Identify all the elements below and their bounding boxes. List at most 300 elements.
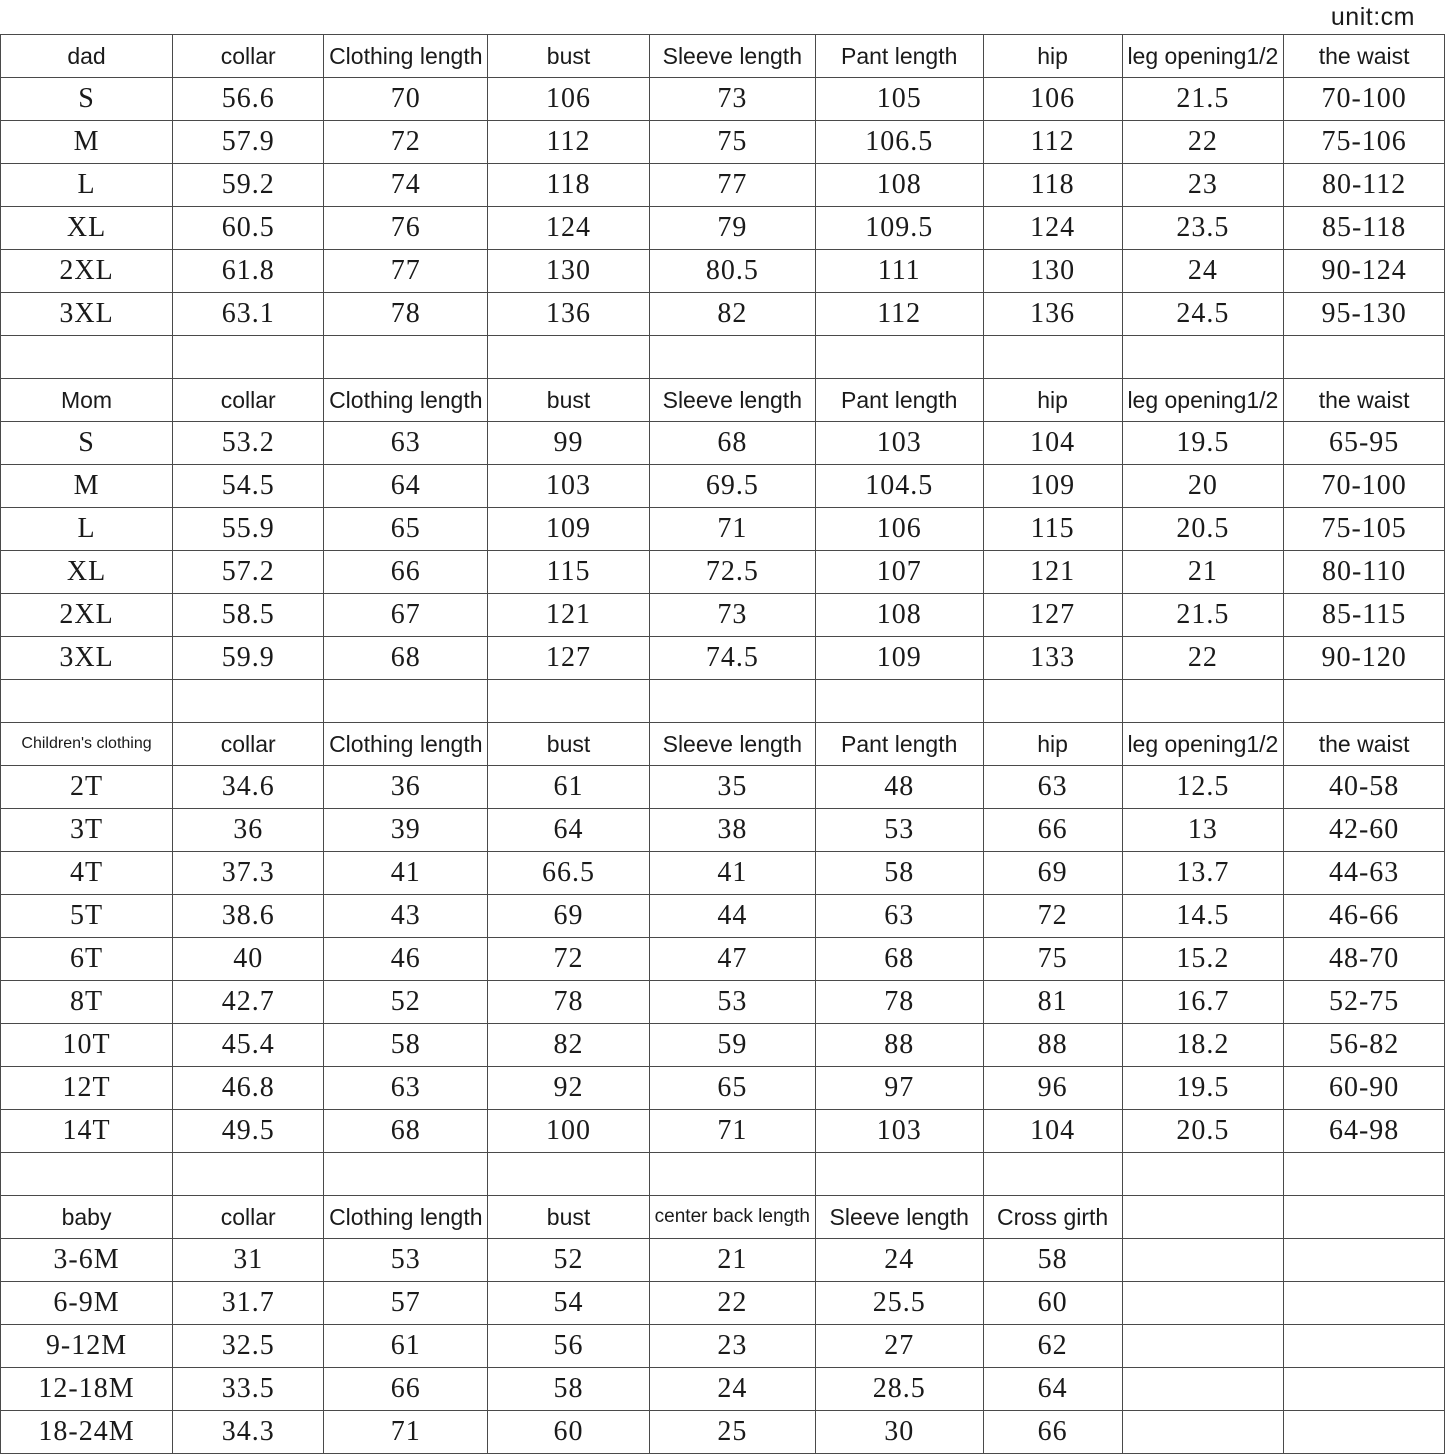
table-row xyxy=(1,809,1445,852)
cell-collar: 59.9 xyxy=(173,637,324,680)
cell-waist: 56-82 xyxy=(1284,1024,1445,1067)
table-row xyxy=(1,1282,1445,1325)
cell-bust: 52 xyxy=(488,1239,650,1282)
cell-bust: 58 xyxy=(488,1368,650,1411)
cell-sleeve-length: 73 xyxy=(649,594,815,637)
column-header-bust: bust xyxy=(488,35,650,78)
cell-pant-length: 106 xyxy=(815,508,983,551)
cell-waist: 80-112 xyxy=(1284,164,1445,207)
size-label: 3XL xyxy=(1,293,173,336)
cell-bust: 60 xyxy=(488,1411,650,1454)
table-row xyxy=(1,1368,1445,1411)
size-label: 3XL xyxy=(1,637,173,680)
size-label: 18-24M xyxy=(1,1411,173,1454)
cell-center-back-length: 25 xyxy=(649,1411,815,1454)
cell-bust: 106 xyxy=(488,78,650,121)
gap-cell-empty xyxy=(983,1153,1122,1196)
gap-cell xyxy=(488,1153,650,1196)
column-header-center-back-length: center back length xyxy=(649,1196,815,1239)
size-chart-body xyxy=(1,35,1445,1454)
table-row xyxy=(1,1067,1445,1110)
cell-clothing-length: 66 xyxy=(324,551,488,594)
cell-leg-opening: 21.5 xyxy=(1122,594,1284,637)
table-row xyxy=(1,766,1445,809)
section-title-mom: Mom xyxy=(1,379,173,422)
size-label: 6T xyxy=(1,938,173,981)
table-row xyxy=(1,1110,1445,1153)
cell-waist: 75-106 xyxy=(1284,121,1445,164)
cell-sleeve-length: 25.5 xyxy=(815,1282,983,1325)
cell-clothing-length: 41 xyxy=(324,852,488,895)
cell-hip: 96 xyxy=(983,1067,1122,1110)
cell-leg-opening: 23.5 xyxy=(1122,207,1284,250)
cell-bust: 103 xyxy=(488,465,650,508)
section-header-baby xyxy=(1,1196,1445,1239)
cell-leg-opening: 20 xyxy=(1122,465,1284,508)
cell-waist: 70-100 xyxy=(1284,78,1445,121)
cell-collar: 45.4 xyxy=(173,1024,324,1067)
gap-cell xyxy=(324,680,488,723)
cell-center-back-length: 23 xyxy=(649,1325,815,1368)
gap-cell xyxy=(815,680,983,723)
gap-cell xyxy=(983,336,1122,379)
cell-leg-opening: 20.5 xyxy=(1122,1110,1284,1153)
size-label: 4T xyxy=(1,852,173,895)
table-row xyxy=(1,1325,1445,1368)
section-gap xyxy=(1,680,1445,723)
table-row xyxy=(1,121,1445,164)
gap-cell xyxy=(815,336,983,379)
section-header-dad xyxy=(1,35,1445,78)
column-header-pant-length: Pant length xyxy=(815,723,983,766)
cell-pant-length: 104.5 xyxy=(815,465,983,508)
size-label: 2XL xyxy=(1,594,173,637)
cell-collar: 42.7 xyxy=(173,981,324,1024)
cell-clothing-length: 65 xyxy=(324,508,488,551)
cell-hip: 104 xyxy=(983,1110,1122,1153)
cell-clothing-length: 68 xyxy=(324,1110,488,1153)
cell-pant-length: 108 xyxy=(815,594,983,637)
cell-clothing-length: 58 xyxy=(324,1024,488,1067)
cell-bust: 56 xyxy=(488,1325,650,1368)
cell-pant-length: 106.5 xyxy=(815,121,983,164)
size-label: 14T xyxy=(1,1110,173,1153)
size-label: 8T xyxy=(1,981,173,1024)
cell-leg-opening: 18.2 xyxy=(1122,1024,1284,1067)
cell-hip: 133 xyxy=(983,637,1122,680)
cell-clothing-length: 63 xyxy=(324,422,488,465)
cell-waist: 44-63 xyxy=(1284,852,1445,895)
cell-collar: 57.9 xyxy=(173,121,324,164)
cell-collar: 32.5 xyxy=(173,1325,324,1368)
cell-collar: 31.7 xyxy=(173,1282,324,1325)
cell-center-back-length: 21 xyxy=(649,1239,815,1282)
size-label: 12-18M xyxy=(1,1368,173,1411)
cell-clothing-length: 67 xyxy=(324,594,488,637)
cell-bust: 61 xyxy=(488,766,650,809)
cell-bust: 118 xyxy=(488,164,650,207)
cell-waist: 42-60 xyxy=(1284,809,1445,852)
cell-hip: 121 xyxy=(983,551,1122,594)
table-row xyxy=(1,293,1445,336)
column-header-bust: bust xyxy=(488,379,650,422)
cell-waist: 52-75 xyxy=(1284,981,1445,1024)
column-header-bust: bust xyxy=(488,723,650,766)
cell-bust: 124 xyxy=(488,207,650,250)
table-row xyxy=(1,637,1445,680)
cell-cross-girth: 66 xyxy=(983,1411,1122,1454)
gap-cell xyxy=(488,680,650,723)
cell-clothing-length: 52 xyxy=(324,981,488,1024)
cell-waist: 90-124 xyxy=(1284,250,1445,293)
column-header-hip: hip xyxy=(983,35,1122,78)
cell-hip: 104 xyxy=(983,422,1122,465)
cell-clothing-length: 77 xyxy=(324,250,488,293)
table-row xyxy=(1,981,1445,1024)
column-header-collar: collar xyxy=(173,35,324,78)
size-label: 9-12M xyxy=(1,1325,173,1368)
gap-cell xyxy=(649,336,815,379)
cell-leg-opening: 24 xyxy=(1122,250,1284,293)
cell-cross-girth: 62 xyxy=(983,1325,1122,1368)
cell-sleeve-length: 74.5 xyxy=(649,637,815,680)
cell-collar: 34.6 xyxy=(173,766,324,809)
size-label: M xyxy=(1,465,173,508)
cell-collar: 57.2 xyxy=(173,551,324,594)
gap-cell xyxy=(324,1153,488,1196)
cell-waist: 90-120 xyxy=(1284,637,1445,680)
section-title-dad: dad xyxy=(1,35,173,78)
cell-collar: 60.5 xyxy=(173,207,324,250)
size-label: XL xyxy=(1,551,173,594)
cell-pant-length: 103 xyxy=(815,422,983,465)
column-header-cross-girth: Cross girth xyxy=(983,1196,1122,1239)
cell-waist: 70-100 xyxy=(1284,465,1445,508)
size-label: L xyxy=(1,508,173,551)
gap-cell xyxy=(649,680,815,723)
table-row xyxy=(1,551,1445,594)
cell-bust: 69 xyxy=(488,895,650,938)
column-header-bust: bust xyxy=(488,1196,650,1239)
cell-clothing-length: 61 xyxy=(324,1325,488,1368)
cell-collar: 33.5 xyxy=(173,1368,324,1411)
section-title-baby: baby xyxy=(1,1196,173,1239)
cell-pant-length: 48 xyxy=(815,766,983,809)
cell-hip: 88 xyxy=(983,1024,1122,1067)
cell-waist: 80-110 xyxy=(1284,551,1445,594)
cell-bust: 99 xyxy=(488,422,650,465)
cell-leg-opening: 24.5 xyxy=(1122,293,1284,336)
column-header-collar: collar xyxy=(173,379,324,422)
cell-clothing-length: 36 xyxy=(324,766,488,809)
gap-cell-empty xyxy=(1284,1153,1445,1196)
cell-hip: 109 xyxy=(983,465,1122,508)
unit-note: unit:cm xyxy=(1330,3,1415,31)
cell-pant-length: 78 xyxy=(815,981,983,1024)
cell-sleeve-length: 80.5 xyxy=(649,250,815,293)
empty-cell xyxy=(1122,1325,1284,1368)
table-row xyxy=(1,938,1445,981)
empty-cell xyxy=(1284,1196,1445,1239)
cell-waist: 75-105 xyxy=(1284,508,1445,551)
cell-sleeve-length: 77 xyxy=(649,164,815,207)
cell-sleeve-length: 35 xyxy=(649,766,815,809)
cell-collar: 34.3 xyxy=(173,1411,324,1454)
cell-cross-girth: 60 xyxy=(983,1282,1122,1325)
gap-cell xyxy=(815,1153,983,1196)
cell-waist: 60-90 xyxy=(1284,1067,1445,1110)
column-header-sleeve-length: Sleeve length xyxy=(649,35,815,78)
cell-waist: 40-58 xyxy=(1284,766,1445,809)
cell-bust: 121 xyxy=(488,594,650,637)
cell-waist: 85-115 xyxy=(1284,594,1445,637)
cell-hip: 127 xyxy=(983,594,1122,637)
cell-sleeve-length: 47 xyxy=(649,938,815,981)
cell-sleeve-length: 73 xyxy=(649,78,815,121)
cell-sleeve-length: 44 xyxy=(649,895,815,938)
cell-leg-opening: 14.5 xyxy=(1122,895,1284,938)
column-header-pant-length: Pant length xyxy=(815,379,983,422)
cell-hip: 66 xyxy=(983,809,1122,852)
size-label: 3-6M xyxy=(1,1239,173,1282)
cell-waist: 85-118 xyxy=(1284,207,1445,250)
column-header-waist: the waist xyxy=(1284,35,1445,78)
size-label: 10T xyxy=(1,1024,173,1067)
cell-sleeve-length: 68 xyxy=(649,422,815,465)
gap-cell xyxy=(1,336,173,379)
cell-hip: 63 xyxy=(983,766,1122,809)
cell-collar: 36 xyxy=(173,809,324,852)
column-header-clothing-length: Clothing length xyxy=(324,1196,488,1239)
cell-collar: 37.3 xyxy=(173,852,324,895)
cell-bust: 100 xyxy=(488,1110,650,1153)
cell-leg-opening: 13 xyxy=(1122,809,1284,852)
size-label: S xyxy=(1,78,173,121)
empty-cell xyxy=(1122,1368,1284,1411)
column-header-hip: hip xyxy=(983,379,1122,422)
cell-center-back-length: 22 xyxy=(649,1282,815,1325)
gap-cell-empty xyxy=(1122,1153,1284,1196)
empty-cell xyxy=(1122,1239,1284,1282)
cell-pant-length: 63 xyxy=(815,895,983,938)
cell-clothing-length: 76 xyxy=(324,207,488,250)
size-label: 2XL xyxy=(1,250,173,293)
cell-pant-length: 108 xyxy=(815,164,983,207)
cell-pant-length: 109.5 xyxy=(815,207,983,250)
column-header-clothing-length: Clothing length xyxy=(324,723,488,766)
cell-bust: 72 xyxy=(488,938,650,981)
gap-cell xyxy=(1284,336,1445,379)
cell-leg-opening: 12.5 xyxy=(1122,766,1284,809)
section-gap xyxy=(1,1153,1445,1196)
empty-cell xyxy=(1284,1411,1445,1454)
cell-collar: 38.6 xyxy=(173,895,324,938)
cell-clothing-length: 63 xyxy=(324,1067,488,1110)
cell-clothing-length: 53 xyxy=(324,1239,488,1282)
cell-collar: 40 xyxy=(173,938,324,981)
cell-leg-opening: 22 xyxy=(1122,637,1284,680)
section-header-mom xyxy=(1,379,1445,422)
cell-bust: 109 xyxy=(488,508,650,551)
column-header-sleeve-length: Sleeve length xyxy=(649,723,815,766)
cell-sleeve-length: 75 xyxy=(649,121,815,164)
cell-clothing-length: 74 xyxy=(324,164,488,207)
cell-sleeve-length: 69.5 xyxy=(649,465,815,508)
cell-collar: 31 xyxy=(173,1239,324,1282)
cell-pant-length: 111 xyxy=(815,250,983,293)
cell-hip: 112 xyxy=(983,121,1122,164)
cell-collar: 49.5 xyxy=(173,1110,324,1153)
cell-sleeve-length: 30 xyxy=(815,1411,983,1454)
cell-clothing-length: 57 xyxy=(324,1282,488,1325)
table-row xyxy=(1,250,1445,293)
column-header-waist: the waist xyxy=(1284,723,1445,766)
cell-pant-length: 107 xyxy=(815,551,983,594)
cell-bust: 112 xyxy=(488,121,650,164)
gap-cell xyxy=(1122,680,1284,723)
empty-cell xyxy=(1284,1282,1445,1325)
cell-pant-length: 58 xyxy=(815,852,983,895)
cell-collar: 46.8 xyxy=(173,1067,324,1110)
column-header-leg-opening: leg opening1/2 xyxy=(1122,35,1284,78)
table-row xyxy=(1,594,1445,637)
cell-hip: 130 xyxy=(983,250,1122,293)
cell-pant-length: 88 xyxy=(815,1024,983,1067)
gap-cell xyxy=(488,336,650,379)
column-header-waist: the waist xyxy=(1284,379,1445,422)
cell-bust: 82 xyxy=(488,1024,650,1067)
cell-bust: 136 xyxy=(488,293,650,336)
table-row xyxy=(1,465,1445,508)
size-label: 12T xyxy=(1,1067,173,1110)
cell-cross-girth: 64 xyxy=(983,1368,1122,1411)
cell-bust: 115 xyxy=(488,551,650,594)
cell-sleeve-length: 24 xyxy=(815,1239,983,1282)
cell-collar: 61.8 xyxy=(173,250,324,293)
cell-pant-length: 97 xyxy=(815,1067,983,1110)
cell-sleeve-length: 72.5 xyxy=(649,551,815,594)
cell-bust: 64 xyxy=(488,809,650,852)
cell-clothing-length: 68 xyxy=(324,637,488,680)
size-chart-table xyxy=(0,34,1445,1454)
size-label: XL xyxy=(1,207,173,250)
table-row xyxy=(1,1024,1445,1067)
column-header-hip: hip xyxy=(983,723,1122,766)
gap-cell xyxy=(173,336,324,379)
cell-hip: 106 xyxy=(983,78,1122,121)
cell-leg-opening: 21 xyxy=(1122,551,1284,594)
section-title-children: Children's clothing xyxy=(1,723,173,766)
cell-pant-length: 103 xyxy=(815,1110,983,1153)
empty-cell xyxy=(1284,1368,1445,1411)
table-row xyxy=(1,164,1445,207)
table-row xyxy=(1,1239,1445,1282)
section-header-children xyxy=(1,723,1445,766)
cell-collar: 58.5 xyxy=(173,594,324,637)
cell-bust: 130 xyxy=(488,250,650,293)
cell-collar: 63.1 xyxy=(173,293,324,336)
column-header-clothing-length: Clothing length xyxy=(324,35,488,78)
cell-clothing-length: 64 xyxy=(324,465,488,508)
gap-cell xyxy=(649,1153,815,1196)
column-header-clothing-length: Clothing length xyxy=(324,379,488,422)
cell-collar: 54.5 xyxy=(173,465,324,508)
empty-cell xyxy=(1284,1325,1445,1368)
table-row xyxy=(1,422,1445,465)
cell-clothing-length: 72 xyxy=(324,121,488,164)
size-label: 3T xyxy=(1,809,173,852)
empty-cell xyxy=(1122,1282,1284,1325)
cell-pant-length: 109 xyxy=(815,637,983,680)
cell-sleeve-length: 38 xyxy=(649,809,815,852)
cell-waist: 65-95 xyxy=(1284,422,1445,465)
cell-sleeve-length: 28.5 xyxy=(815,1368,983,1411)
table-row xyxy=(1,895,1445,938)
cell-collar: 59.2 xyxy=(173,164,324,207)
cell-sleeve-length: 71 xyxy=(649,508,815,551)
cell-clothing-length: 70 xyxy=(324,78,488,121)
cell-hip: 75 xyxy=(983,938,1122,981)
cell-leg-opening: 20.5 xyxy=(1122,508,1284,551)
gap-cell xyxy=(1122,336,1284,379)
cell-bust: 92 xyxy=(488,1067,650,1110)
cell-sleeve-length: 79 xyxy=(649,207,815,250)
gap-cell xyxy=(173,1153,324,1196)
gap-cell xyxy=(1284,680,1445,723)
cell-leg-opening: 16.7 xyxy=(1122,981,1284,1024)
cell-collar: 53.2 xyxy=(173,422,324,465)
cell-sleeve-length: 71 xyxy=(649,1110,815,1153)
cell-leg-opening: 19.5 xyxy=(1122,422,1284,465)
cell-waist: 46-66 xyxy=(1284,895,1445,938)
size-label: M xyxy=(1,121,173,164)
column-header-pant-length: Pant length xyxy=(815,35,983,78)
size-label: 5T xyxy=(1,895,173,938)
cell-collar: 55.9 xyxy=(173,508,324,551)
cell-sleeve-length: 27 xyxy=(815,1325,983,1368)
cell-pant-length: 68 xyxy=(815,938,983,981)
empty-cell xyxy=(1122,1196,1284,1239)
cell-center-back-length: 24 xyxy=(649,1368,815,1411)
cell-clothing-length: 46 xyxy=(324,938,488,981)
size-label: 2T xyxy=(1,766,173,809)
cell-hip: 81 xyxy=(983,981,1122,1024)
cell-hip: 69 xyxy=(983,852,1122,895)
cell-sleeve-length: 82 xyxy=(649,293,815,336)
cell-leg-opening: 23 xyxy=(1122,164,1284,207)
cell-hip: 136 xyxy=(983,293,1122,336)
cell-bust: 78 xyxy=(488,981,650,1024)
table-row xyxy=(1,207,1445,250)
cell-sleeve-length: 53 xyxy=(649,981,815,1024)
section-gap xyxy=(1,336,1445,379)
table-row xyxy=(1,1411,1445,1454)
cell-collar: 56.6 xyxy=(173,78,324,121)
cell-pant-length: 112 xyxy=(815,293,983,336)
empty-cell xyxy=(1284,1239,1445,1282)
table-row xyxy=(1,852,1445,895)
cell-waist: 95-130 xyxy=(1284,293,1445,336)
cell-hip: 118 xyxy=(983,164,1122,207)
gap-cell xyxy=(173,680,324,723)
cell-waist: 64-98 xyxy=(1284,1110,1445,1153)
cell-sleeve-length: 41 xyxy=(649,852,815,895)
table-row xyxy=(1,508,1445,551)
cell-hip: 115 xyxy=(983,508,1122,551)
size-label: 6-9M xyxy=(1,1282,173,1325)
column-header-collar: collar xyxy=(173,1196,324,1239)
cell-bust: 127 xyxy=(488,637,650,680)
